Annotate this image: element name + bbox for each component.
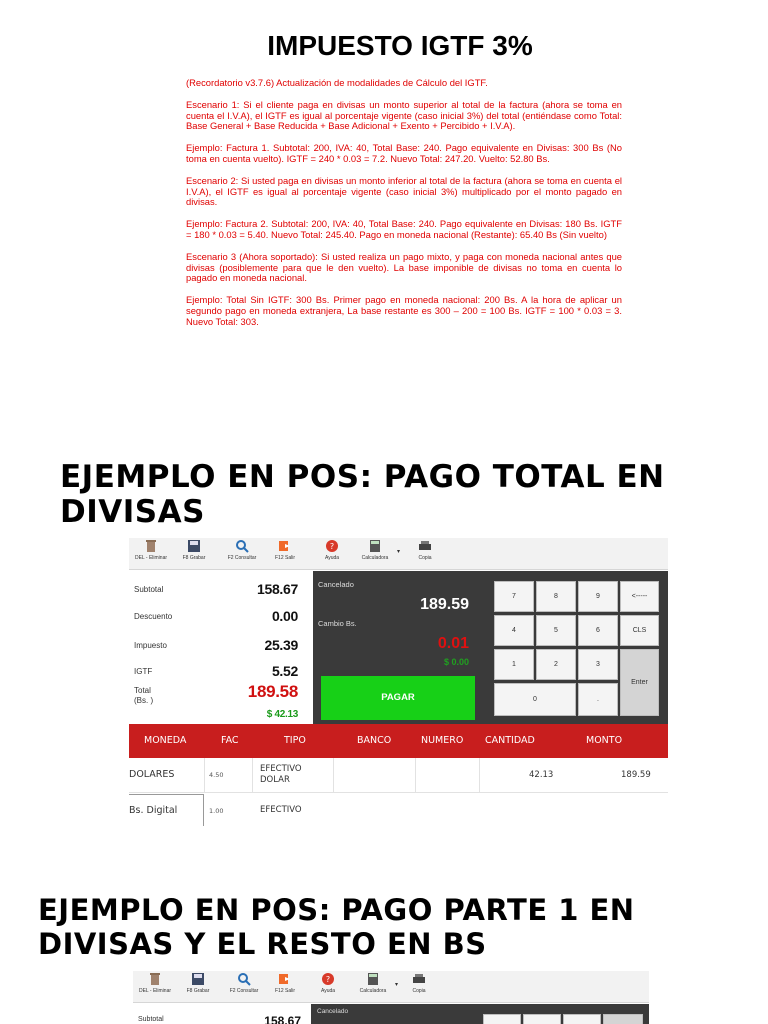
- svg-text:?: ?: [329, 542, 335, 551]
- numeric-keypad: [477, 571, 668, 724]
- totals-panel: Subtotal 158.67 Descuento 0.00 Impuesto 25.39 IGTF 5.52 Total (Bs. ) 189.58 $ 42.13: [129, 571, 309, 724]
- key-3[interactable]: 3: [578, 649, 618, 680]
- cancelado-label: Cancelado: [318, 580, 354, 589]
- total-usd-value: $ 42.13: [266, 709, 298, 720]
- key-6[interactable]: 6: [578, 615, 618, 646]
- note-ejemplo-1: Ejemplo: Factura 1. Subtotal: 200, IVA: 40, Total Base: 240. Pago equivalente en Divisas: 300 Bs (No toma en cuenta vuelto). IGTF = 240 * 0.03 = 7.2. Nuevo Total: 247.20. Vuelto: 52.80 Bs.: [186, 142, 622, 164]
- svg-text:?: ?: [325, 975, 331, 984]
- calculator-icon: [366, 972, 380, 986]
- trash-icon: [148, 972, 162, 986]
- cell-moneda: DOLARES: [129, 769, 175, 780]
- pos-screen-pago-total: [129, 538, 668, 826]
- column-banco: BANCO: [357, 735, 392, 746]
- search-icon: [237, 972, 251, 986]
- key-7[interactable]: [483, 1014, 521, 1024]
- toolbar-delete-button[interactable]: DEL - Eliminar: [136, 972, 174, 994]
- chevron-down-icon[interactable]: ▾: [397, 548, 401, 555]
- column-fac: FAC: [221, 735, 239, 746]
- toolbar-search-button[interactable]: F2 Consultar: [221, 539, 263, 561]
- toolbar-help-button[interactable]: ? Ayuda: [317, 539, 347, 561]
- column-cantidad: CANTIDAD: [485, 735, 535, 746]
- note-escenario-3: Escenario 3 (Ahora soportado): Si usted realiza un pago mixto, y paga con moneda nacional antes que divisas (posiblemente para que le den vuelto). La base imponible de divisas no toma en cuenta lo pagado en moneda nacional.: [186, 250, 622, 284]
- toolbar-calculator-button[interactable]: Calculadora: [355, 539, 395, 561]
- key-7[interactable]: 7: [494, 581, 534, 612]
- subtotal-label: Subtotal: [138, 1016, 164, 1023]
- trash-icon: [144, 539, 158, 553]
- payment-panel: [313, 571, 477, 724]
- column-tipo: TIPO: [284, 735, 306, 746]
- key-cls[interactable]: CLS: [620, 615, 659, 646]
- cambio-value: 0.01: [437, 635, 469, 652]
- igtf-notes: [186, 78, 622, 339]
- key-9[interactable]: [563, 1014, 601, 1024]
- save-icon: [191, 972, 205, 986]
- cambio-label: Cambio Bs.: [318, 619, 357, 628]
- help-icon: [321, 972, 335, 986]
- section-heading-total-divisas: EJEMPLO EN POS: PAGO TOTAL EN DIVISAS: [60, 459, 665, 530]
- section-heading-pago-mixto: EJEMPLO EN POS: PAGO PARTE 1 EN DIVISAS Y EL RESTO EN BS: [38, 893, 635, 961]
- note-recordatorio: (Recordatorio v3.7.6) Actualización de modalidades de Cálculo del IGTF.: [186, 77, 488, 88]
- cambio-usd-value: $ 0.00: [443, 657, 469, 667]
- note-escenario-2: Escenario 2: Si usted paga en divisas un monto inferior al total de la factura (ahora se toma en cuenta el I.V.A), el IGTF es igual al porcentaje vigente (caso inicial 3%) multiplicado por el monto pagado en divisas.: [186, 174, 622, 208]
- toolbar-exit-button[interactable]: F12 Salir: [271, 539, 299, 561]
- toolbar-save-button[interactable]: F8 Grabar: [174, 539, 214, 561]
- toolbar-save-button[interactable]: F8 Grabar: [178, 972, 218, 994]
- pos-toolbar: [133, 971, 649, 1003]
- payment-panel: [311, 1004, 649, 1024]
- table-row[interactable]: [129, 794, 668, 826]
- toolbar-calculator-button[interactable]: Calculadora: [353, 972, 393, 994]
- cell-cantidad: 42.13: [529, 770, 554, 780]
- pos-screen-pago-mixto: [133, 971, 649, 1024]
- save-icon: [187, 539, 201, 553]
- total-value: 189.58: [247, 682, 298, 701]
- key-backspace[interactable]: <-----: [620, 581, 659, 612]
- toolbar-delete-button[interactable]: DEL - Eliminar: [132, 539, 170, 561]
- printer-icon: [418, 539, 432, 553]
- key-4[interactable]: 4: [494, 615, 534, 646]
- igtf-value: 5.52: [271, 663, 298, 679]
- cell-moneda: Bs. Digital: [129, 805, 178, 816]
- exit-icon: [278, 539, 292, 553]
- cell-fac: 1.00: [209, 807, 224, 815]
- pos-toolbar: [129, 538, 668, 570]
- toolbar-print-button[interactable]: Copia: [413, 539, 437, 561]
- calculator-icon: [368, 539, 382, 553]
- column-numero: NUMERO: [421, 735, 464, 746]
- pagar-button[interactable]: PAGAR: [321, 676, 475, 720]
- cancelado-label: Cancelado: [317, 1008, 349, 1015]
- column-monto: MONTO: [586, 735, 623, 746]
- toolbar-print-button[interactable]: Copia: [407, 972, 431, 994]
- key-1[interactable]: 1: [494, 649, 534, 680]
- subtotal-value: 158.67: [256, 581, 298, 597]
- chevron-down-icon[interactable]: ▾: [395, 981, 399, 988]
- note-escenario-1: Escenario 1: Si el cliente paga en divisas un monto superior al total de la factura (ahora se toma en cuenta el I.V.A), el IGTF es igual al porcentaje vigente (caso inicial 3%) del total (entiéndase como Total: Base General + Base Reducida + Base Adicional + Exento + Percibido + I.V.A).: [186, 98, 622, 132]
- key-backspace[interactable]: [603, 1014, 643, 1024]
- cell-fac: 4.50: [209, 771, 224, 779]
- key-8[interactable]: [523, 1014, 561, 1024]
- key-2[interactable]: 2: [536, 649, 576, 680]
- impuesto-value: 25.39: [264, 637, 298, 653]
- cell-tipo: EFECTIVO: [260, 805, 302, 815]
- subtotal-value: 158.67: [264, 1014, 301, 1024]
- exit-icon: [278, 972, 292, 986]
- cancelado-value: 189.59: [420, 596, 469, 613]
- key-9[interactable]: 9: [578, 581, 618, 612]
- printer-icon: [412, 972, 426, 986]
- totals-panel: [133, 1004, 309, 1024]
- note-ejemplo-2: Ejemplo: Factura 2. Subtotal: 200, IVA: 40, Total Base: 240. Pago equivalente en Divisas: 180 Bs. IGTF = 180 * 0.03 = 5.40. Nuevo Total: 245.40. Pago en moneda nacional (Restante): 65.40 Bs (Sin vuelto): [186, 218, 622, 240]
- cell-monto: 189.59: [621, 770, 651, 780]
- note-ejemplo-3: Ejemplo: Total Sin IGTF: 300 Bs. Primer pago en moneda nacional: 200 Bs. A la hora de aplicar un segundo pago en moneda extranjera, La base restante es 300 – 200 = 100 Bs. IGTF = 100 * 0.03 = 3. Nuevo Total: 303.: [186, 294, 622, 327]
- key-decimal[interactable]: .: [578, 683, 618, 716]
- payments-table-header: [129, 724, 668, 758]
- toolbar-help-button[interactable]: ? Ayuda: [313, 972, 343, 994]
- column-moneda: MONEDA: [144, 735, 187, 746]
- search-icon: [235, 539, 249, 553]
- table-row[interactable]: [129, 758, 668, 793]
- key-enter[interactable]: Enter: [620, 649, 659, 716]
- help-icon: [325, 539, 339, 553]
- key-5[interactable]: 5: [536, 615, 576, 646]
- page-title: IMPUESTO IGTF 3%: [267, 30, 533, 61]
- toolbar-search-button[interactable]: F2 Consultar: [223, 972, 265, 994]
- toolbar-exit-button[interactable]: F12 Salir: [271, 972, 299, 994]
- key-8[interactable]: 8: [536, 581, 576, 612]
- cell-tipo: EFECTIVO DOLAR: [260, 764, 302, 785]
- descuento-value: 0.00: [271, 608, 298, 624]
- key-0[interactable]: 0: [494, 683, 576, 716]
